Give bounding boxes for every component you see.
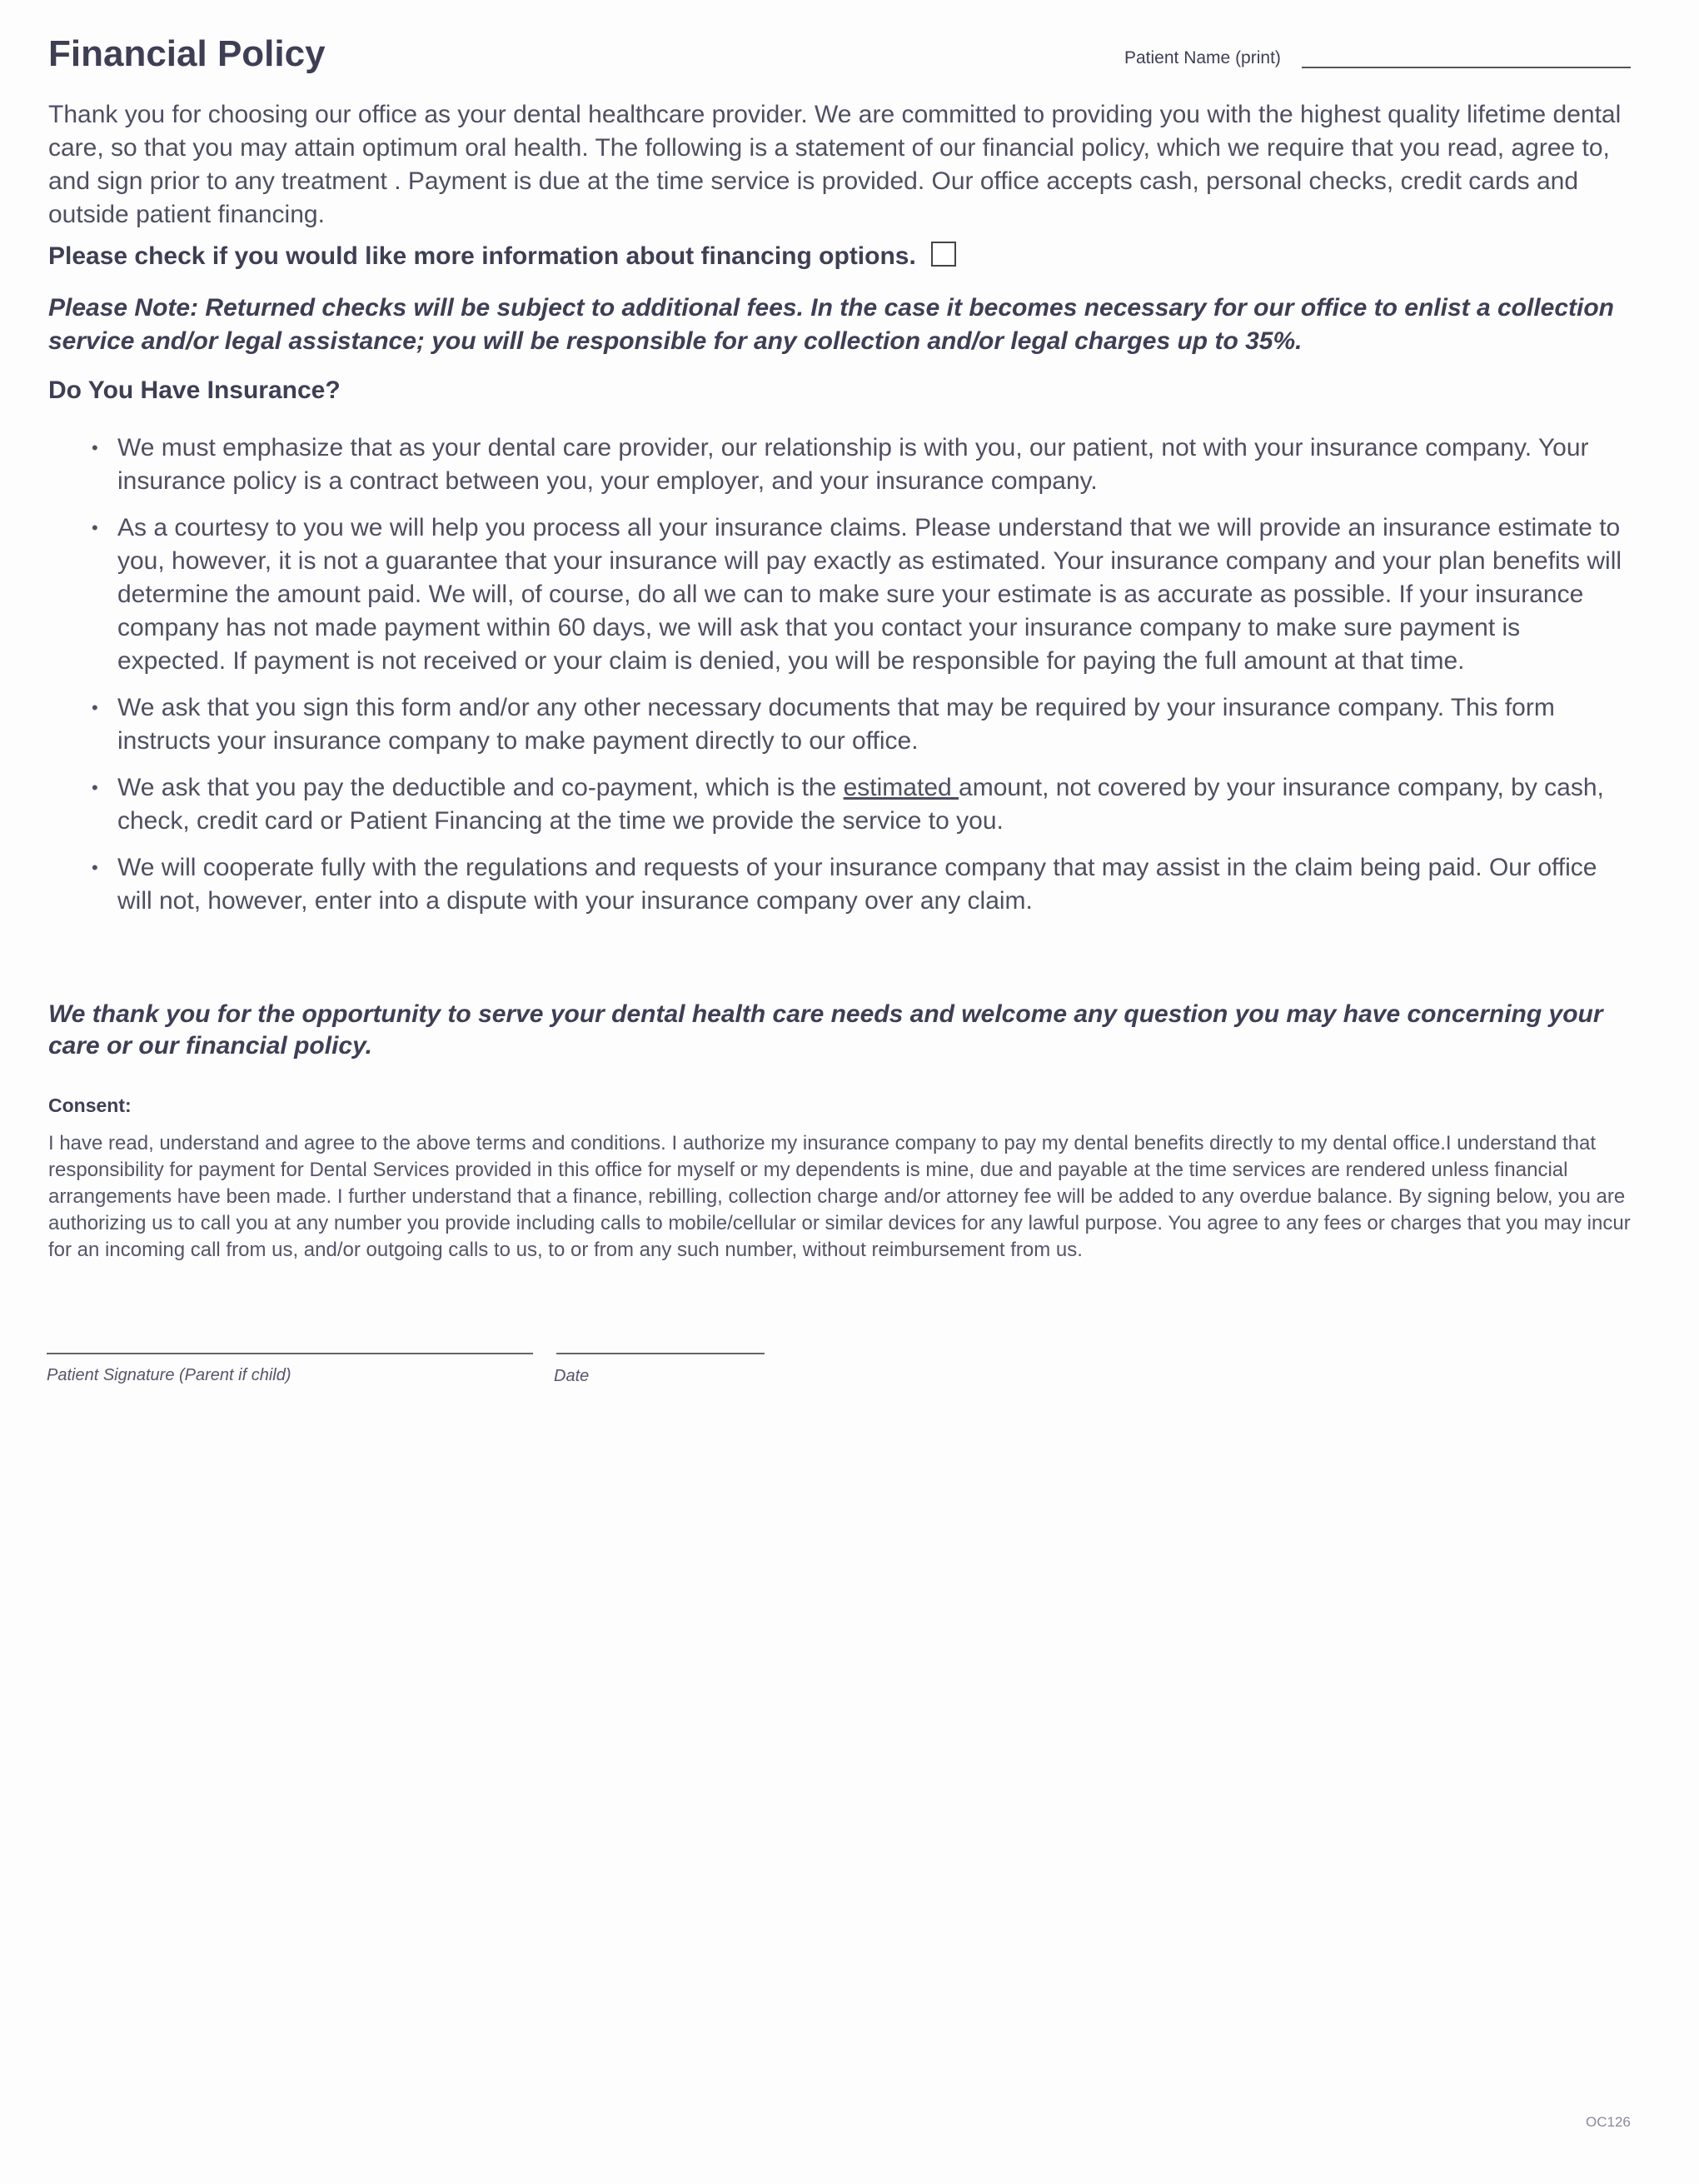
list-item: • We ask that you sign this form and/or any other necessary documents that may be required by your insurance company. This form instructs your insurance company to make payment directly to our office. <box>92 691 1631 758</box>
patient-name-label: Patient Name (print) <box>1124 48 1281 67</box>
insurance-heading: Do You Have Insurance? <box>48 376 341 404</box>
date-label: Date <box>554 1367 590 1385</box>
list-item: • We must emphasize that as your dental care provider, our relationship is with you, our patient, not with your insurance company. Your insurance policy is a contract between you, your employer, and your insurance company. <box>92 431 1631 498</box>
patient-signature-field[interactable] <box>47 1353 533 1354</box>
estimated-underline-text: estimated <box>843 774 959 801</box>
list-item-text: We ask that you pay the deductible and co-payment, which is the <box>117 774 844 801</box>
signature-label: Patient Signature (Parent if child) <box>47 1366 291 1384</box>
financing-options-checkbox[interactable] <box>931 242 956 267</box>
insurance-list <box>92 431 1631 931</box>
form-header <box>48 33 1631 83</box>
list-item-text: amount, not covered by your insurance company, by cash, check, credit card or Patient Financing at the time we provide the service to you. <box>117 774 1604 835</box>
financing-options-label: Please check if you would like more information about financing options. <box>48 242 916 270</box>
form-code: OC126 <box>1586 2114 1631 2130</box>
thank-you-statement: We thank you for the opportunity to serve your dental health care needs and welcome any question you may have concerning your care or our financial policy. <box>48 1000 1603 1060</box>
returned-checks-note: Please Note: Returned checks will be subject to additional fees. In the case it becomes necessary for our office to enlist a collection service and/or legal assistance; you will be responsible for any collection and/or legal charges up to 35%. <box>48 294 1615 355</box>
list-item: • As a courtesy to you we will help you process all your insurance claims. Please understand that we will provide an insurance estimate to you, however, it is not a guarantee that your insurance will pay exactly as estimated. Your insurance company and your plan benefits will determine the amount paid. We will, of course, do all we can to make sure your estimate is as accurate as possible. If your insurance company has not made payment within 60 days, we will ask that you contact your insurance company to make sure payment is expected. If payment is not received or your claim is denied, you will be responsible for paying the full amount at that time. <box>92 511 1631 678</box>
financing-options-row <box>48 242 956 271</box>
list-item <box>92 771 1631 838</box>
consent-text: I have read, understand and agree to the above terms and conditions. I authorize my insurance company to pay my dental benefits directly to my dental office.I understand that responsibility for payment for Dental Services provided in this office for myself or my dependents is mine, due and payable at the time services are rendered unless financial arrangements have been made. I further understand that a finance, rebilling, collection charge and/or attorney fee will be added to any overdue balance. By signing below, you are authorizing us to call you at any number you provide including calls to mobile/cellular or similar devices for any lawful purpose. You agree to any fees or charges that you may incur for an incoming call from us, and/or outgoing calls to us, to or from any such number, without reimbursement from us. <box>48 1132 1631 1261</box>
intro-paragraph: Thank you for choosing our office as your dental healthcare provider. We are committed to providing you with the highest quality lifetime dental care, so that you may attain optimum oral health. The following is a statement of our financial policy, which we require that you read, agree to, and sign prior to any treatment . Payment is due at the time service is provided. Our office accepts cash, personal checks, credit cards and outside patient financing. <box>48 101 1622 228</box>
date-field[interactable] <box>556 1353 765 1354</box>
patient-name-field[interactable] <box>1302 67 1631 68</box>
list-item: • We will cooperate fully with the regulations and requests of your insurance company that may assist in the claim being paid. Our office will not, however, enter into a dispute with your insurance company over any claim. <box>92 851 1631 918</box>
consent-heading: Consent: <box>48 1094 132 1116</box>
page-title: Financial Policy <box>48 33 326 74</box>
